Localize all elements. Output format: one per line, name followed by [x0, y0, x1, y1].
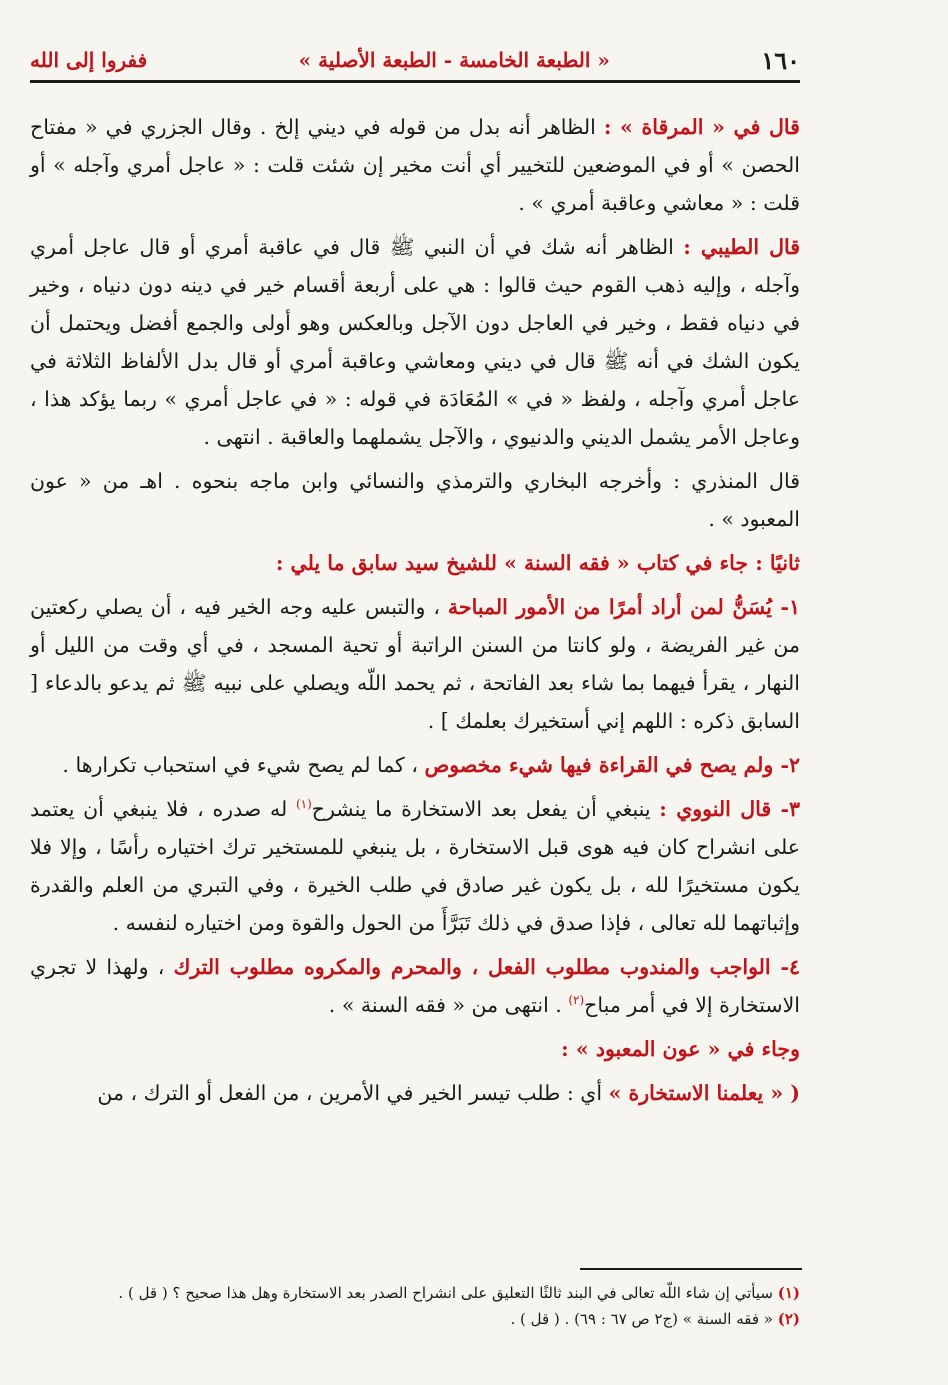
paragraph-awn	[30, 1074, 800, 1112]
item-text: ، كما لم يصح شيء في استحباب تكرارها .	[62, 753, 425, 777]
book-title: ففروا إلى الله	[30, 48, 148, 72]
paragraph-lead: قال الطيبي :	[683, 235, 801, 259]
item-text: ، ولهذا لا تجري الاستخارة إلا في أمر مباح	[30, 955, 800, 1017]
item-lead: ٤- الواجب والمندوب مطلوب الفعل ، والمحرم والمكروه مطلوب الترك	[173, 955, 800, 979]
footnote-1	[30, 1280, 800, 1306]
paragraph-text: قال المنذري : وأخرجه البخاري والترمذي والنسائي وابن ماجه بنحوه . اهـ من « عون المعبود » .	[30, 469, 800, 531]
footnote-number: (١)	[777, 1284, 800, 1302]
paragraph-lead: ( « يعلمنا الاستخارة »	[608, 1081, 800, 1105]
footnote-text: سيأتي إن شاء اللّه تعالى في البند ثالثًا التعليق على انشراح الصدر بعد الاستخارة وهل هذا صحيح ؟ ( قل ) .	[118, 1284, 778, 1302]
footnotes	[30, 1280, 800, 1332]
item-lead: ٢- ولم يصح في القراءة فيها شيء مخصوص	[424, 753, 800, 777]
footnote-ref-1[interactable]: (١)	[295, 797, 312, 812]
paragraph-text: الظاهر أنه بدل من قوله في ديني إلخ . وقال الجزري في « مفتاح الحصن » أو في الموضعين للتخيير أي أنت مخير إن شئت قلت : « عاجل أمري وآجله » أو قلت : « معاشي وعاقبة أمري » .	[30, 115, 800, 215]
footnote-divider	[580, 1268, 802, 1270]
paragraph-mundhiri	[30, 462, 800, 538]
section-heading: ثانيًا : جاء في كتاب « فقه السنة » للشيخ سيد سابق ما يلي :	[275, 551, 800, 575]
paragraph-tibi	[30, 228, 800, 456]
list-item-2	[30, 746, 800, 784]
paragraph-mirqat	[30, 108, 800, 222]
footnote-text: « فقه السنة » (ج٢ ص ٦٧ : ٦٩) . ( قل ) .	[510, 1310, 778, 1328]
page-header	[30, 40, 800, 83]
page-number: ١٦٠	[761, 45, 800, 75]
item-lead: ١- يُسَنُّ لمن أراد أمرًا من الأمور المباحة	[447, 595, 801, 619]
list-item-4	[30, 948, 800, 1024]
paragraph-text: الظاهر أنه شك في أن النبي ﷺ قال في عاقبة أمري أو قال عاجل أمري وآجله ، وإليه ذهب القوم حيث قالوا : هي على أربعة أقسام خير في دينه دون دنياه ، وخير في دنياه فقط ، وخير في العاجل دون الآجل وبالعكس وهو أولى والجمع أفضل ويحتمل أن يكون الشك في أنه ﷺ قال في ديني ومعاشي وعاقبة أمري أو قال بدل الألفاظ الثلاثة في عاجل أمري وآجله ، ولفظ « في » المُعَادَة في قوله : « في عاجل أمري » ربما يؤكد هذا ، وعاجل الأمر يشمل الديني والدنيوي ، والآجل يشملهما والعاقبة . انتهى .	[30, 235, 800, 449]
list-item-3	[30, 790, 800, 942]
item-text: . انتهى من « فقه السنة » .	[328, 993, 569, 1017]
paragraph-lead: قال في « المرقاة » :	[603, 115, 800, 139]
footnote-2	[30, 1306, 800, 1332]
edition-label: « الطبعة الخامسة - الطبعة الأصلية »	[298, 48, 610, 72]
footnote-ref-2[interactable]: (٢)	[568, 993, 585, 1008]
item-text: ، والتبس عليه وجه الخير فيه ، أن يصلي ركعتين من غير الفريضة ، ولو كانتا من السنن الراتبة أو تحية المسجد ، في أي وقت من الليل أو النهار ، يقرأ فيهما بما شاء بعد الفاتحة ، ثم يحمد اللّه ويصلي على نبيه ﷺ ثم يدعو بالدعاء [ السابق ذكره : اللهم إني أستخيرك بعلمك ] .	[30, 595, 800, 733]
footnote-number: (٢)	[777, 1310, 800, 1328]
page-body	[30, 108, 800, 1118]
list-item-1	[30, 588, 800, 740]
item-text: ينبغي أن يفعل بعد الاستخارة ما ينشرح	[311, 797, 660, 821]
item-text: له صدره ، فلا ينبغي أن يعتمد على انشراح كان فيه هوى قبل الاستخارة ، بل ينبغي للمستخير ترك اختياره رأسًا ، وإلا فلا يكون مستخيرًا لله ، بل يكون غير صادق في طلب الخيرة ، وفي التبري من العلم والقدرة وإثباتهما لله تعالى ، فإذا صدق في ذلك تَبَرَّأَ من الحول والقوة ومن اختياره لنفسه .	[30, 797, 800, 935]
paragraph-text: أي : طلب تيسر الخير في الأمرين ، من الفعل أو الترك ، من	[97, 1081, 609, 1105]
section-heading: وجاء في « عون المعبود » :	[561, 1037, 800, 1061]
item-lead: ٣- قال النووي :	[659, 797, 800, 821]
